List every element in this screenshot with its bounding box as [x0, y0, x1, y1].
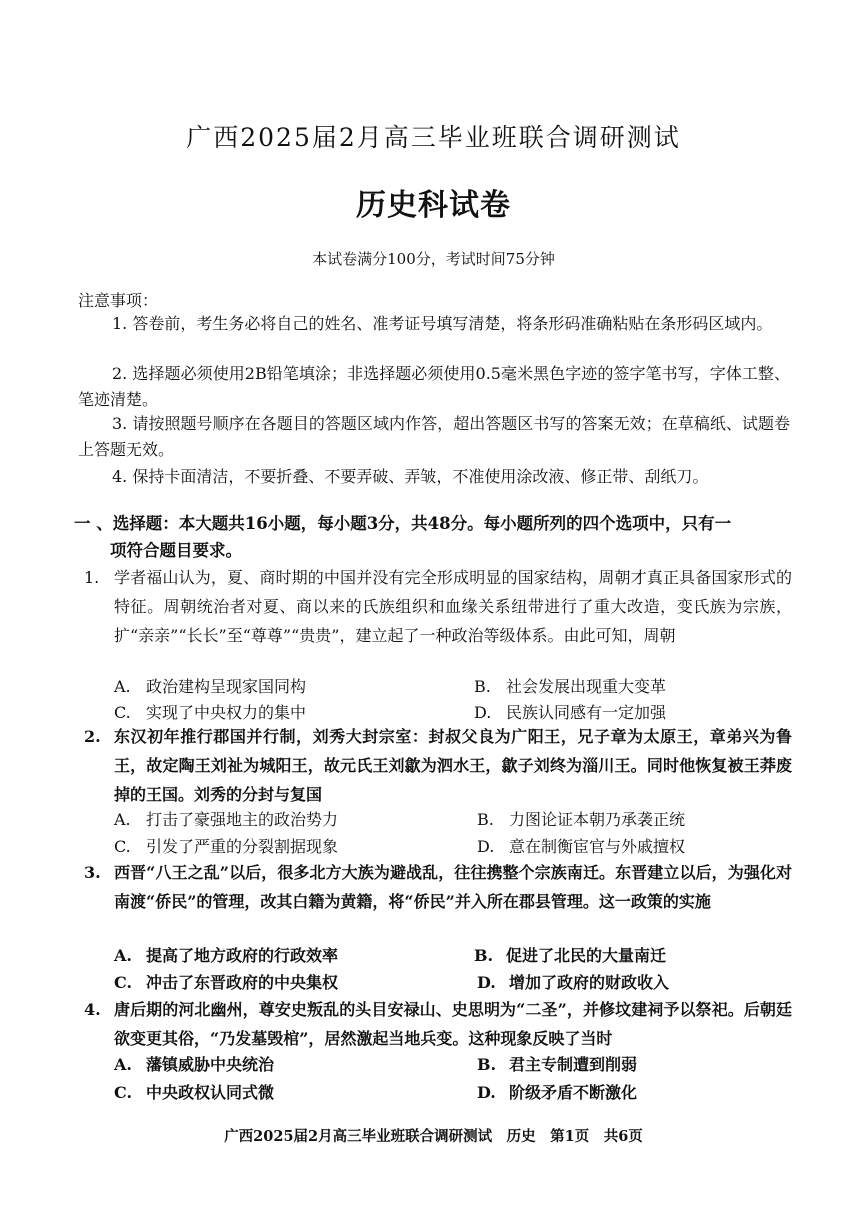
note-item: 4. 保持卡面清洁，不要折叠、不要弄破、弄皱，不准使用涂改液、修正带、刮纸刀。 [112, 467, 709, 486]
note-item: 1. 答卷前，考生务必将自己的姓名、准考证号填写清楚，将条形码准确粘贴在条形码区域内。 [112, 314, 773, 333]
option-letter: B. [474, 946, 494, 965]
option-text: 君主专制遭到削弱 [509, 1055, 638, 1074]
option-text: 民族认同感有一定加强 [506, 703, 667, 722]
question-number: 3. [84, 863, 101, 882]
option-letter: B. [477, 810, 494, 829]
section-heading [74, 510, 790, 564]
option-b[interactable] [474, 943, 666, 966]
option-a[interactable] [114, 943, 338, 966]
question-2 [80, 722, 792, 809]
option-text: 引发了严重的分裂割据现象 [146, 837, 339, 856]
exam-title: 广西2025届2月高三毕业班联合调研测试 [186, 123, 681, 152]
question-stem: 唐后期的河北幽州，尊安史叛乱的头目安禄山、史思明为“二圣”，并修坟建祠予以祭祀。后朝廷欲变更其俗，“乃发墓毁棺”，居然激起当地兵变。这种现象反映了当时 [114, 1000, 792, 1048]
note-item: 3. 请按照题号顺序在各题目的答题区域内作答，超出答题区书写的答案无效；在草稿纸、试题卷上答题无效。 [78, 414, 790, 459]
exam-meta: 本试卷满分100分，考试时间75分钟 [312, 250, 555, 268]
option-letter: A. [114, 810, 131, 829]
option-text: 增加了政府的财政收入 [509, 973, 670, 992]
question-1 [80, 563, 792, 650]
notes-heading: 注意事项： [78, 291, 159, 310]
section-heading-line: 一 、选择题：本大题共16小题，每小题3分，共48分。每小题所列的四个选项中，只有一 [74, 514, 732, 533]
note-item: 2. 选择题必须使用2B铅笔填涂；非选择题必须使用0.5毫米黑色字迹的签字笔书写，字体工整、笔迹清楚。 [78, 364, 790, 409]
option-text: 提高了地方政府的行政效率 [146, 946, 339, 965]
question-number: 2. [84, 727, 101, 746]
option-b[interactable] [477, 807, 685, 830]
option-text: 力图论证本朝乃承袭正统 [509, 810, 686, 829]
question-number: 1. [84, 568, 100, 587]
option-letter: C. [114, 837, 131, 856]
option-c[interactable] [114, 970, 338, 993]
question-4 [80, 995, 792, 1053]
option-text: 冲击了东晋政府的中央集权 [146, 973, 339, 992]
option-d[interactable] [477, 834, 685, 857]
section-heading-line: 项符合题目要求。 [110, 541, 242, 560]
option-letter: A. [114, 946, 132, 965]
question-number: 4. [84, 1000, 101, 1019]
option-c[interactable] [114, 834, 338, 857]
option-a[interactable] [114, 807, 338, 830]
option-text: 意在制衡宦官与外戚擅权 [509, 837, 686, 856]
option-text: 藩镇威胁中央统治 [146, 1055, 275, 1074]
option-letter: B. [477, 1055, 497, 1074]
option-text: 打击了豪强地主的政治势力 [146, 810, 339, 829]
page-footer: 广西2025届2月高三毕业班联合调研测试 历史 第1页 共6页 [224, 1128, 643, 1145]
option-d[interactable] [474, 700, 666, 723]
option-text: 中央政权认同式微 [146, 1083, 275, 1102]
option-letter: D. [477, 973, 496, 992]
option-a[interactable] [114, 1052, 274, 1075]
option-letter: C. [114, 973, 133, 992]
question-3 [80, 858, 792, 916]
option-letter: B. [474, 677, 491, 696]
option-d[interactable] [477, 1080, 637, 1103]
option-c[interactable] [114, 700, 306, 723]
option-letter: D. [477, 1083, 496, 1102]
option-text: 阶级矛盾不断激化 [509, 1083, 638, 1102]
option-a[interactable] [114, 674, 306, 697]
question-stem: 学者福山认为，夏、商时期的中国并没有完全形成明显的国家结构，周朝才真正具备国家形式的特征。周朝统治者对夏、商以来的氏族组织和血缘关系纽带进行了重大改造，变氏族为宗族，扩“亲亲”“长长”至“尊尊”“贵贵”，建立起了一种政治等级体系。由此可知，周朝 [114, 568, 792, 645]
question-stem: 西晋“八王之乱”以后，很多北方大族为避战乱，往往携整个宗族南迁。东晋建立以后，为强化对南渡“侨民”的管理，改其白籍为黄籍，将“侨民”并入所在郡县管理。这一政策的实施 [114, 863, 792, 911]
option-text: 促进了北民的大量南迁 [506, 946, 667, 965]
option-b[interactable] [474, 674, 666, 697]
question-stem: 东汉初年推行郡国并行制，刘秀大封宗室：封叔父良为广阳王，兄子章为太原王，章弟兴为鲁王，故定陶王刘祉为城阳王，故元氏王刘歙为泗水王，歙子刘终为淄川王。同时他恢复被王莽废掉的王国。刘秀的分封与复国 [114, 727, 792, 804]
option-text: 社会发展出现重大变革 [506, 677, 667, 696]
option-letter: A. [114, 1055, 132, 1074]
option-b[interactable] [477, 1052, 637, 1075]
option-letter: D. [474, 703, 492, 722]
option-letter: C. [114, 703, 131, 722]
option-letter: A. [114, 677, 131, 696]
subject-title: 历史科试卷 [356, 188, 511, 223]
option-letter: C. [114, 1083, 133, 1102]
option-c[interactable] [114, 1080, 274, 1103]
option-d[interactable] [477, 970, 669, 993]
option-text: 实现了中央权力的集中 [146, 703, 307, 722]
option-text: 政治建构呈现家国同构 [146, 677, 307, 696]
option-letter: D. [477, 837, 495, 856]
